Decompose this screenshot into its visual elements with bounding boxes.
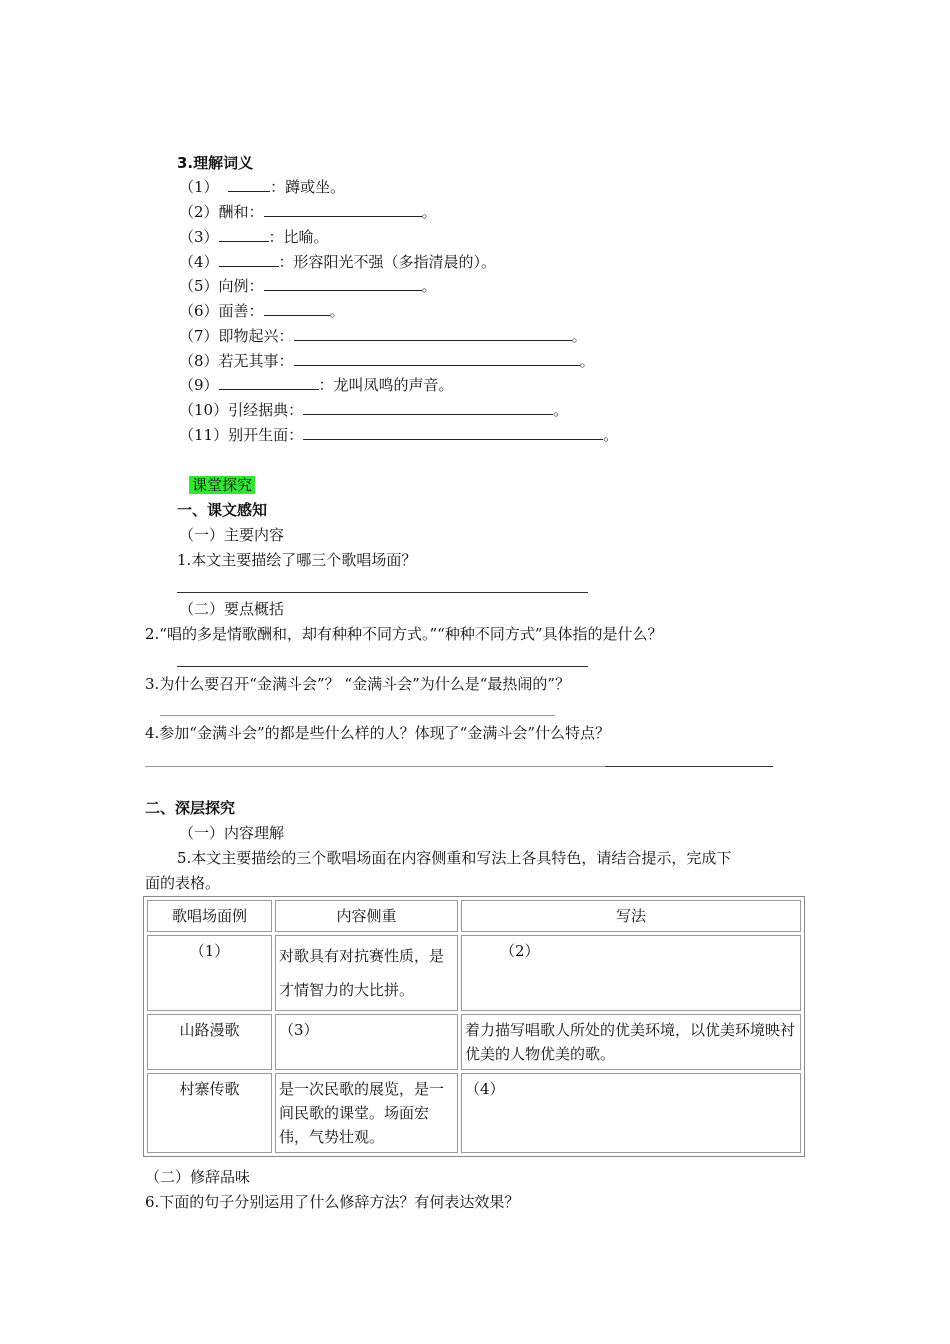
question-5-line-1: 5.本文主要描绘的三个歌唱场面在内容侧重和写法上各具特色，请结合提示，完成下 <box>177 849 732 867</box>
answer-line[interactable] <box>605 766 773 767</box>
answer-line[interactable] <box>177 666 588 667</box>
answer-blank[interactable] <box>264 202 422 217</box>
cell-method: 着力描写唱歌人所处的优美环境，以优美环境映衬优美的人物优美的歌。 <box>461 1014 801 1070</box>
answer-blank[interactable] <box>303 425 603 440</box>
header-method: 写法 <box>461 900 801 932</box>
answer-blank[interactable] <box>219 227 269 242</box>
question-5-line-2: 面的表格。 <box>145 874 221 892</box>
question-4: 4.参加“金满斗会”的都是些什么样的人？体现了“金满斗会”什么特点？ <box>145 724 610 742</box>
vocab-item-1: （1） ：蹲或坐。 <box>179 178 346 196</box>
answer-line[interactable] <box>160 715 555 716</box>
table-row <box>147 1073 801 1153</box>
vocab-item-9: （9） ：龙叫凤鸣的声音。 <box>179 376 454 394</box>
table-row <box>147 935 801 1011</box>
answer-line[interactable] <box>177 592 588 593</box>
vocab-item-10: （10）引经据典： 。 <box>179 401 569 419</box>
section-heading-2: 二、深层探究 <box>145 799 236 817</box>
question-6: 6.下面的句子分别运用了什么修辞方法？有何表达效果？ <box>145 1193 520 1211</box>
answer-blank[interactable] <box>264 276 422 291</box>
answer-blank[interactable] <box>264 301 330 316</box>
answer-line[interactable] <box>145 766 605 767</box>
answer-blank[interactable] <box>294 326 572 341</box>
vocab-item-5: （5）向例： 。 <box>179 277 437 295</box>
table-row <box>147 1014 801 1070</box>
cell-content[interactable]: （3） <box>275 1014 458 1070</box>
answer-blank[interactable] <box>303 400 553 415</box>
vocab-item-4: （4） ：形容阳光不强（多指清晨的）。 <box>179 253 497 271</box>
vocab-item-3: （3） ：比喻。 <box>179 228 329 246</box>
vocab-item-6: （6）面善： 。 <box>179 302 345 320</box>
subheading-main-content: （一）主要内容 <box>179 526 285 544</box>
vocab-item-11: （11）别开生面： 。 <box>179 426 619 444</box>
cell-scene: 村寨传歌 <box>147 1073 272 1153</box>
cell-content: 是一次民歌的展览，是一间民歌的课堂。场面宏伟，气势壮观。 <box>275 1073 458 1153</box>
header-scene: 歌唱场面例 <box>147 900 272 932</box>
cell-method[interactable]: （2） <box>461 935 801 1011</box>
header-content: 内容侧重 <box>275 900 458 932</box>
cell-content: 对歌具有对抗赛性质，是才情智力的大比拼。 <box>275 935 458 1011</box>
answer-blank[interactable] <box>219 252 279 267</box>
section-tag: 课堂探究 <box>189 475 255 495</box>
question-1: 1.本文主要描绘了哪三个歌唱场面？ <box>177 551 417 569</box>
subheading-rhetoric: （二）修辞品味 <box>145 1168 251 1186</box>
table-header-row <box>147 900 801 932</box>
cell-scene: （1） <box>147 935 272 1011</box>
question-3: 3.为什么要召开“金满斗会”？ “金满斗会”为什么是“最热闹的”？ <box>145 675 571 693</box>
question-2: 2.“唱的多是情歌酬和，却有种种不同方式。”“种种不同方式”具体指的是什么？ <box>145 625 663 643</box>
answer-blank[interactable] <box>219 375 319 390</box>
vocab-item-2: （2）酬和： 。 <box>179 203 437 221</box>
vocab-heading: 3.理解词义 <box>177 154 254 172</box>
subheading-key-points: （二）要点概括 <box>179 600 285 618</box>
section-heading-1: 一、课文感知 <box>177 501 268 519</box>
answer-blank[interactable] <box>294 351 580 366</box>
cell-method[interactable]: （4） <box>461 1073 801 1153</box>
subheading-content-understanding: （一）内容理解 <box>179 824 285 842</box>
cell-scene: 山路漫歌 <box>147 1014 272 1070</box>
vocab-item-8: （8）若无其事： 。 <box>179 352 595 370</box>
vocab-item-7: （7）即物起兴： 。 <box>179 327 587 345</box>
song-scene-table <box>143 896 805 1157</box>
answer-blank[interactable] <box>228 177 270 192</box>
